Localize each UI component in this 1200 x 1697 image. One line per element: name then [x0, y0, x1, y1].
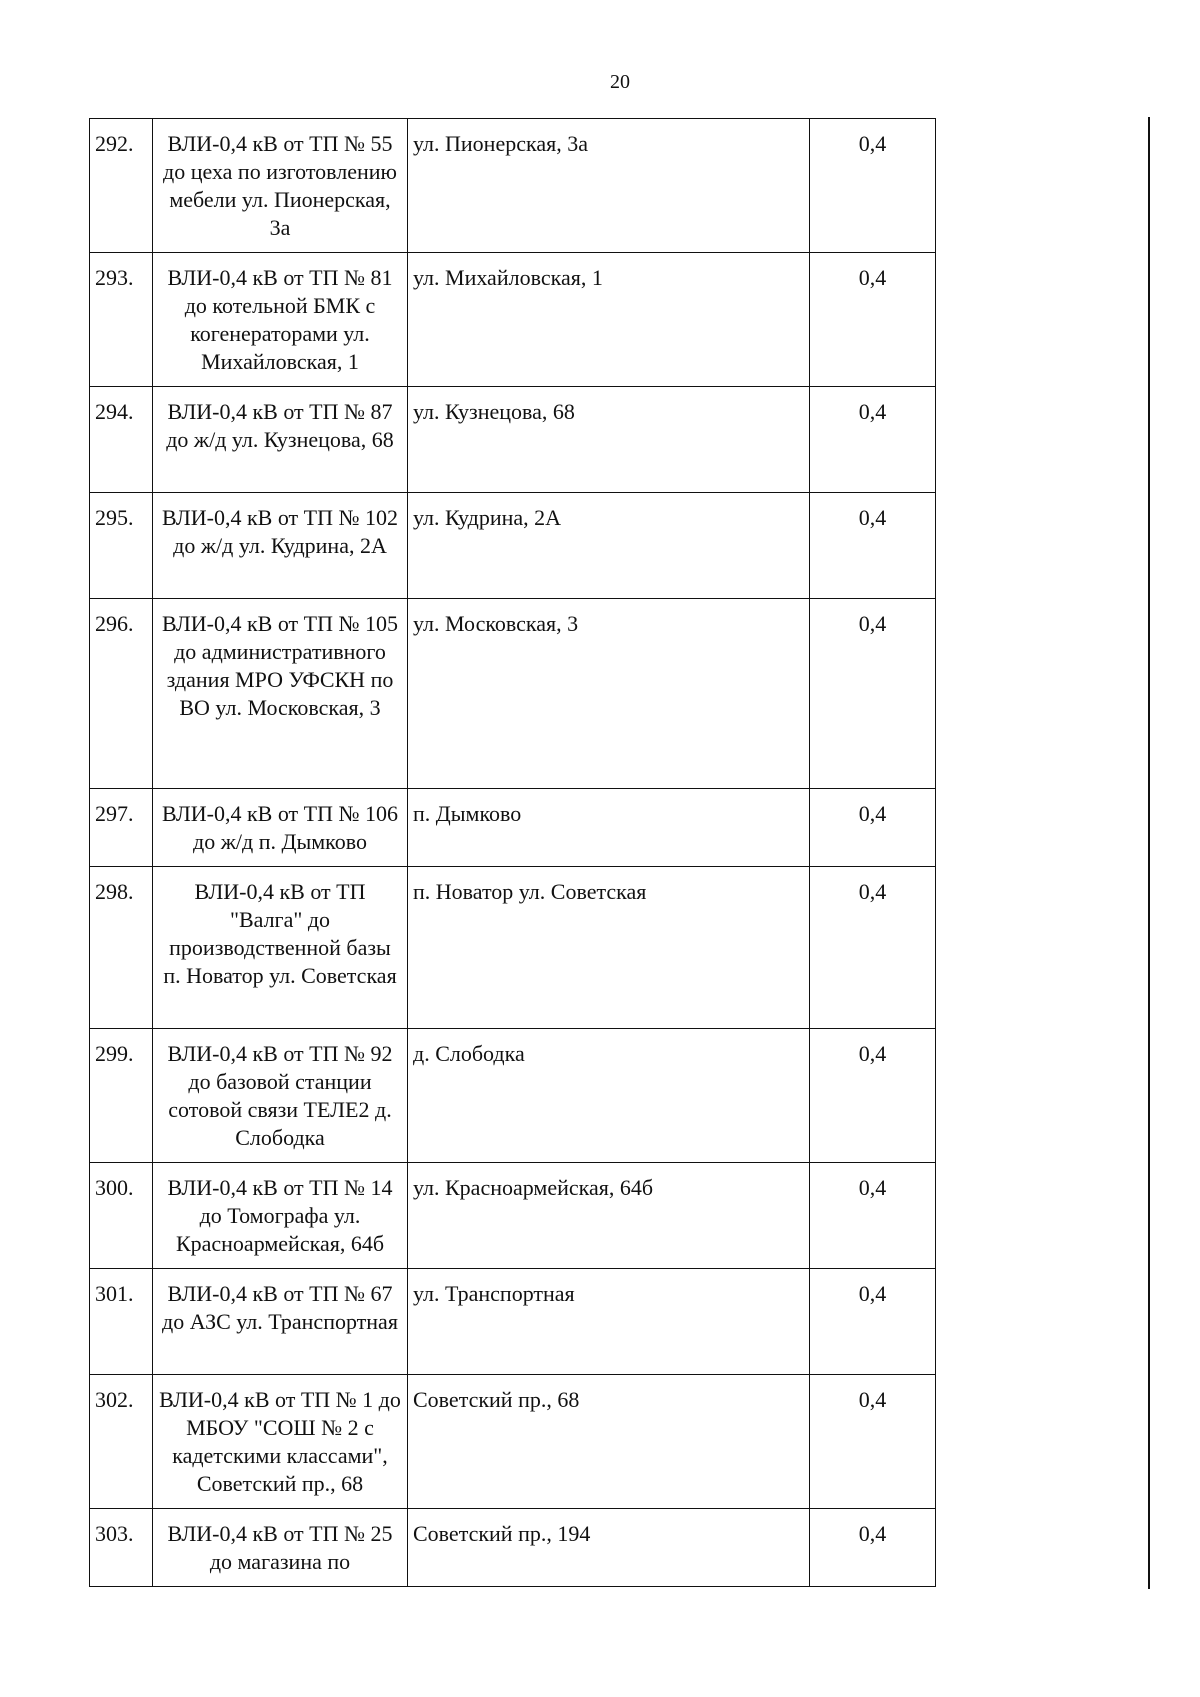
table-row	[90, 789, 936, 867]
line-voltage: 0,4	[810, 1163, 936, 1269]
line-name: ВЛИ-0,4 кВ от ТП № 1 до МБОУ "СОШ № 2 с кадетскими классами", Советский пр., 68	[153, 1375, 408, 1509]
table-row	[90, 599, 936, 789]
line-address: ул. Транспортная	[408, 1269, 810, 1375]
table-row	[90, 387, 936, 493]
line-name: ВЛИ-0,4 кВ от ТП "Валга" до производственной базы п. Новатор ул. Советская	[153, 867, 408, 1029]
line-address: п. Новатор ул. Советская	[408, 867, 810, 1029]
row-number: 292.	[90, 119, 153, 253]
row-number: 297.	[90, 789, 153, 867]
row-number: 296.	[90, 599, 153, 789]
line-name: ВЛИ-0,4 кВ от ТП № 102 до ж/д ул. Кудрина, 2А	[153, 493, 408, 599]
line-name: ВЛИ-0,4 кВ от ТП № 92 до базовой станции сотовой связи ТЕЛЕ2 д. Слободка	[153, 1029, 408, 1163]
line-voltage: 0,4	[810, 493, 936, 599]
line-voltage: 0,4	[810, 1269, 936, 1375]
line-address: ул. Московская, 3	[408, 599, 810, 789]
table-row	[90, 1029, 936, 1163]
table-row	[90, 1163, 936, 1269]
table-row	[90, 1269, 936, 1375]
row-number: 302.	[90, 1375, 153, 1509]
row-number: 295.	[90, 493, 153, 599]
line-address: ул. Пионерская, 3а	[408, 119, 810, 253]
line-voltage: 0,4	[810, 867, 936, 1029]
line-voltage: 0,4	[810, 1509, 936, 1587]
line-name: ВЛИ-0,4 кВ от ТП № 25 до магазина по	[153, 1509, 408, 1587]
right-margin-rule	[1148, 117, 1150, 1589]
table-row	[90, 867, 936, 1029]
table-row	[90, 253, 936, 387]
table-row	[90, 493, 936, 599]
line-address: Советский пр., 68	[408, 1375, 810, 1509]
line-name: ВЛИ-0,4 кВ от ТП № 81 до котельной БМК с когенераторами ул. Михайловская, 1	[153, 253, 408, 387]
row-number: 293.	[90, 253, 153, 387]
row-number: 298.	[90, 867, 153, 1029]
line-voltage: 0,4	[810, 1375, 936, 1509]
line-voltage: 0,4	[810, 253, 936, 387]
line-address: Советский пр., 194	[408, 1509, 810, 1587]
table-row	[90, 119, 936, 253]
line-voltage: 0,4	[810, 789, 936, 867]
line-name: ВЛИ-0,4 кВ от ТП № 87 до ж/д ул. Кузнецова, 68	[153, 387, 408, 493]
line-voltage: 0,4	[810, 599, 936, 789]
line-address: д. Слободка	[408, 1029, 810, 1163]
power-line-register-table	[89, 118, 936, 1587]
line-name: ВЛИ-0,4 кВ от ТП № 105 до административного здания МРО УФСКН по ВО ул. Московская, 3	[153, 599, 408, 789]
line-address: ул. Красноармейская, 64б	[408, 1163, 810, 1269]
line-voltage: 0,4	[810, 119, 936, 253]
line-address: ул. Кузнецова, 68	[408, 387, 810, 493]
line-address: ул. Михайловская, 1	[408, 253, 810, 387]
row-number: 300.	[90, 1163, 153, 1269]
line-address: п. Дымково	[408, 789, 810, 867]
row-number: 299.	[90, 1029, 153, 1163]
row-number: 303.	[90, 1509, 153, 1587]
page-number: 20	[610, 71, 630, 93]
table-row	[90, 1375, 936, 1509]
row-number: 301.	[90, 1269, 153, 1375]
line-name: ВЛИ-0,4 кВ от ТП № 55 до цеха по изготовлению мебели ул. Пионерская, 3а	[153, 119, 408, 253]
line-voltage: 0,4	[810, 1029, 936, 1163]
table-row	[90, 1509, 936, 1587]
line-voltage: 0,4	[810, 387, 936, 493]
line-address: ул. Кудрина, 2А	[408, 493, 810, 599]
row-number: 294.	[90, 387, 153, 493]
line-name: ВЛИ-0,4 кВ от ТП № 14 до Томографа ул. Красноармейская, 64б	[153, 1163, 408, 1269]
line-name: ВЛИ-0,4 кВ от ТП № 106 до ж/д п. Дымково	[153, 789, 408, 867]
line-name: ВЛИ-0,4 кВ от ТП № 67 до АЗС ул. Транспортная	[153, 1269, 408, 1375]
